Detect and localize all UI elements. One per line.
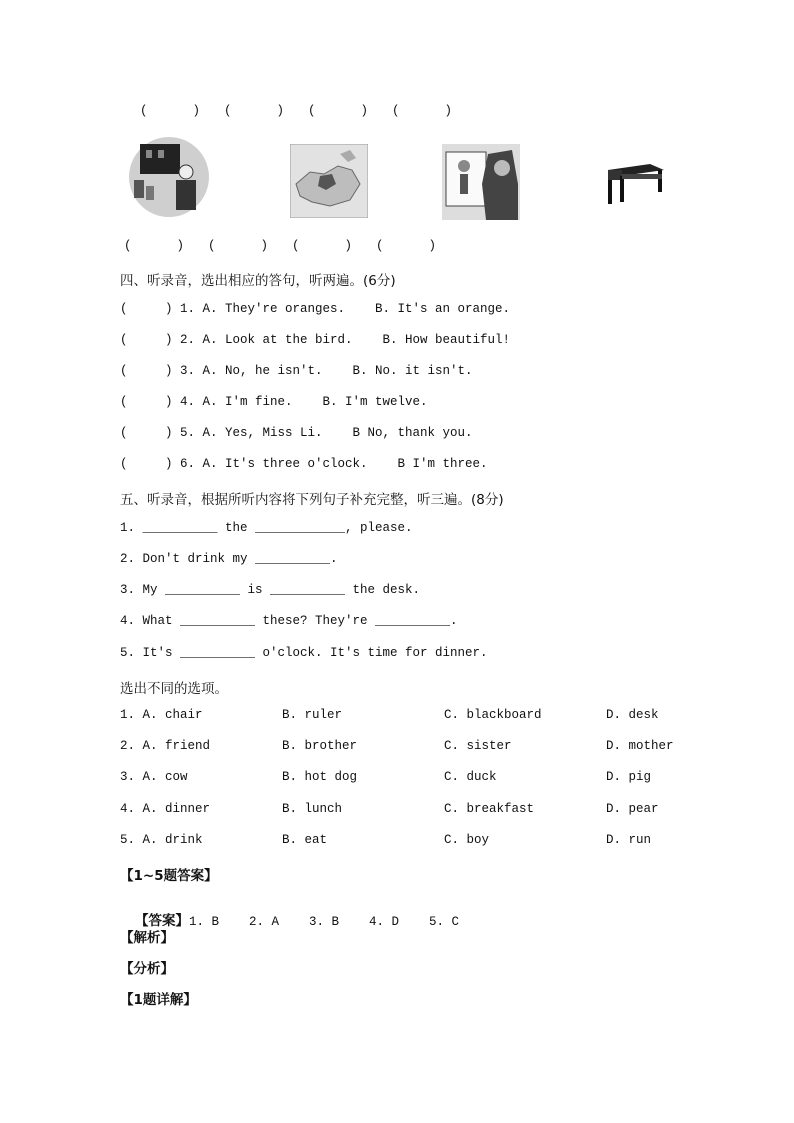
desk-picture — [604, 158, 666, 206]
section6-heading: 选出不同的选项。 — [120, 681, 228, 697]
analysis-label: 【解析】 — [120, 930, 174, 946]
answer-text: 1. B 2. A 3. B 4. D 5. C — [189, 915, 460, 929]
section5-item: 5. It's __________ o'clock. It's time for dinner. — [120, 646, 488, 660]
option-d: D. pear — [606, 802, 659, 816]
option-c: C. blackboard — [444, 708, 542, 722]
option-b: B. hot dog — [282, 770, 358, 784]
option-a: 4. A. dinner — [120, 802, 211, 816]
map-picture — [290, 144, 368, 218]
answer-paren[interactable]: ( ) — [140, 104, 201, 118]
section4-item: ( ) 4. A. I'm fine. B. I'm twelve. — [120, 395, 428, 409]
answers-title: 【1~5题答案】 — [120, 868, 218, 884]
person-reading-picture — [442, 144, 520, 220]
detail-label: 【1题详解】 — [120, 992, 197, 1008]
fenxi-label: 【分析】 — [120, 961, 174, 977]
option-b: B. brother — [282, 739, 358, 753]
option-d: D. desk — [606, 708, 659, 722]
section4-item: ( ) 1. A. They're oranges. B. It's an orange. — [120, 302, 511, 316]
option-b: B. eat — [282, 833, 328, 847]
section4-item: ( ) 2. A. Look at the bird. B. How beautiful! — [120, 333, 511, 347]
option-c: C. boy — [444, 833, 490, 847]
answer-paren[interactable]: ( ) — [224, 104, 285, 118]
option-d: D. run — [606, 833, 652, 847]
section4-heading: 四、听录音，选出相应的答句，听两遍。(6分) — [120, 273, 396, 289]
answers-line — [120, 895, 459, 929]
option-a: 1. A. chair — [120, 708, 203, 722]
answer-paren[interactable]: ( ) — [124, 239, 185, 253]
section5-heading: 五、听录音，根据所听内容将下列句子补充完整，听三遍。(8分) — [120, 492, 504, 508]
answer-paren[interactable]: ( ) — [308, 104, 369, 118]
section5-item: 3. My __________ is __________ the desk. — [120, 583, 421, 597]
section4-item: ( ) 6. A. It's three o'clock. B I'm three. — [120, 457, 488, 471]
section4-item: ( ) 3. A. No, he isn't. B. No. it isn't. — [120, 364, 473, 378]
option-a: 3. A. cow — [120, 770, 188, 784]
option-b: B. lunch — [282, 802, 343, 816]
answer-paren[interactable]: ( ) — [208, 239, 269, 253]
answer-paren[interactable]: ( ) — [376, 239, 437, 253]
option-c: C. sister — [444, 739, 512, 753]
section4-item: ( ) 5. A. Yes, Miss Li. B No, thank you. — [120, 426, 473, 440]
option-a: 5. A. drink — [120, 833, 203, 847]
section5-item: 1. __________ the ____________, please. — [120, 521, 413, 535]
option-d: D. pig — [606, 770, 652, 784]
section5-item: 2. Don't drink my __________. — [120, 552, 338, 566]
option-c: C. duck — [444, 770, 497, 784]
answer-paren[interactable]: ( ) — [292, 239, 353, 253]
section5-item: 4. What __________ these? They're __________. — [120, 614, 458, 628]
answer-label: 【答案】 — [135, 913, 190, 929]
option-d: D. mother — [606, 739, 674, 753]
option-b: B. ruler — [282, 708, 343, 722]
teacher-blackboard-picture — [128, 136, 210, 218]
option-c: C. breakfast — [444, 802, 535, 816]
answer-paren[interactable]: ( ) — [392, 104, 453, 118]
option-a: 2. A. friend — [120, 739, 211, 753]
